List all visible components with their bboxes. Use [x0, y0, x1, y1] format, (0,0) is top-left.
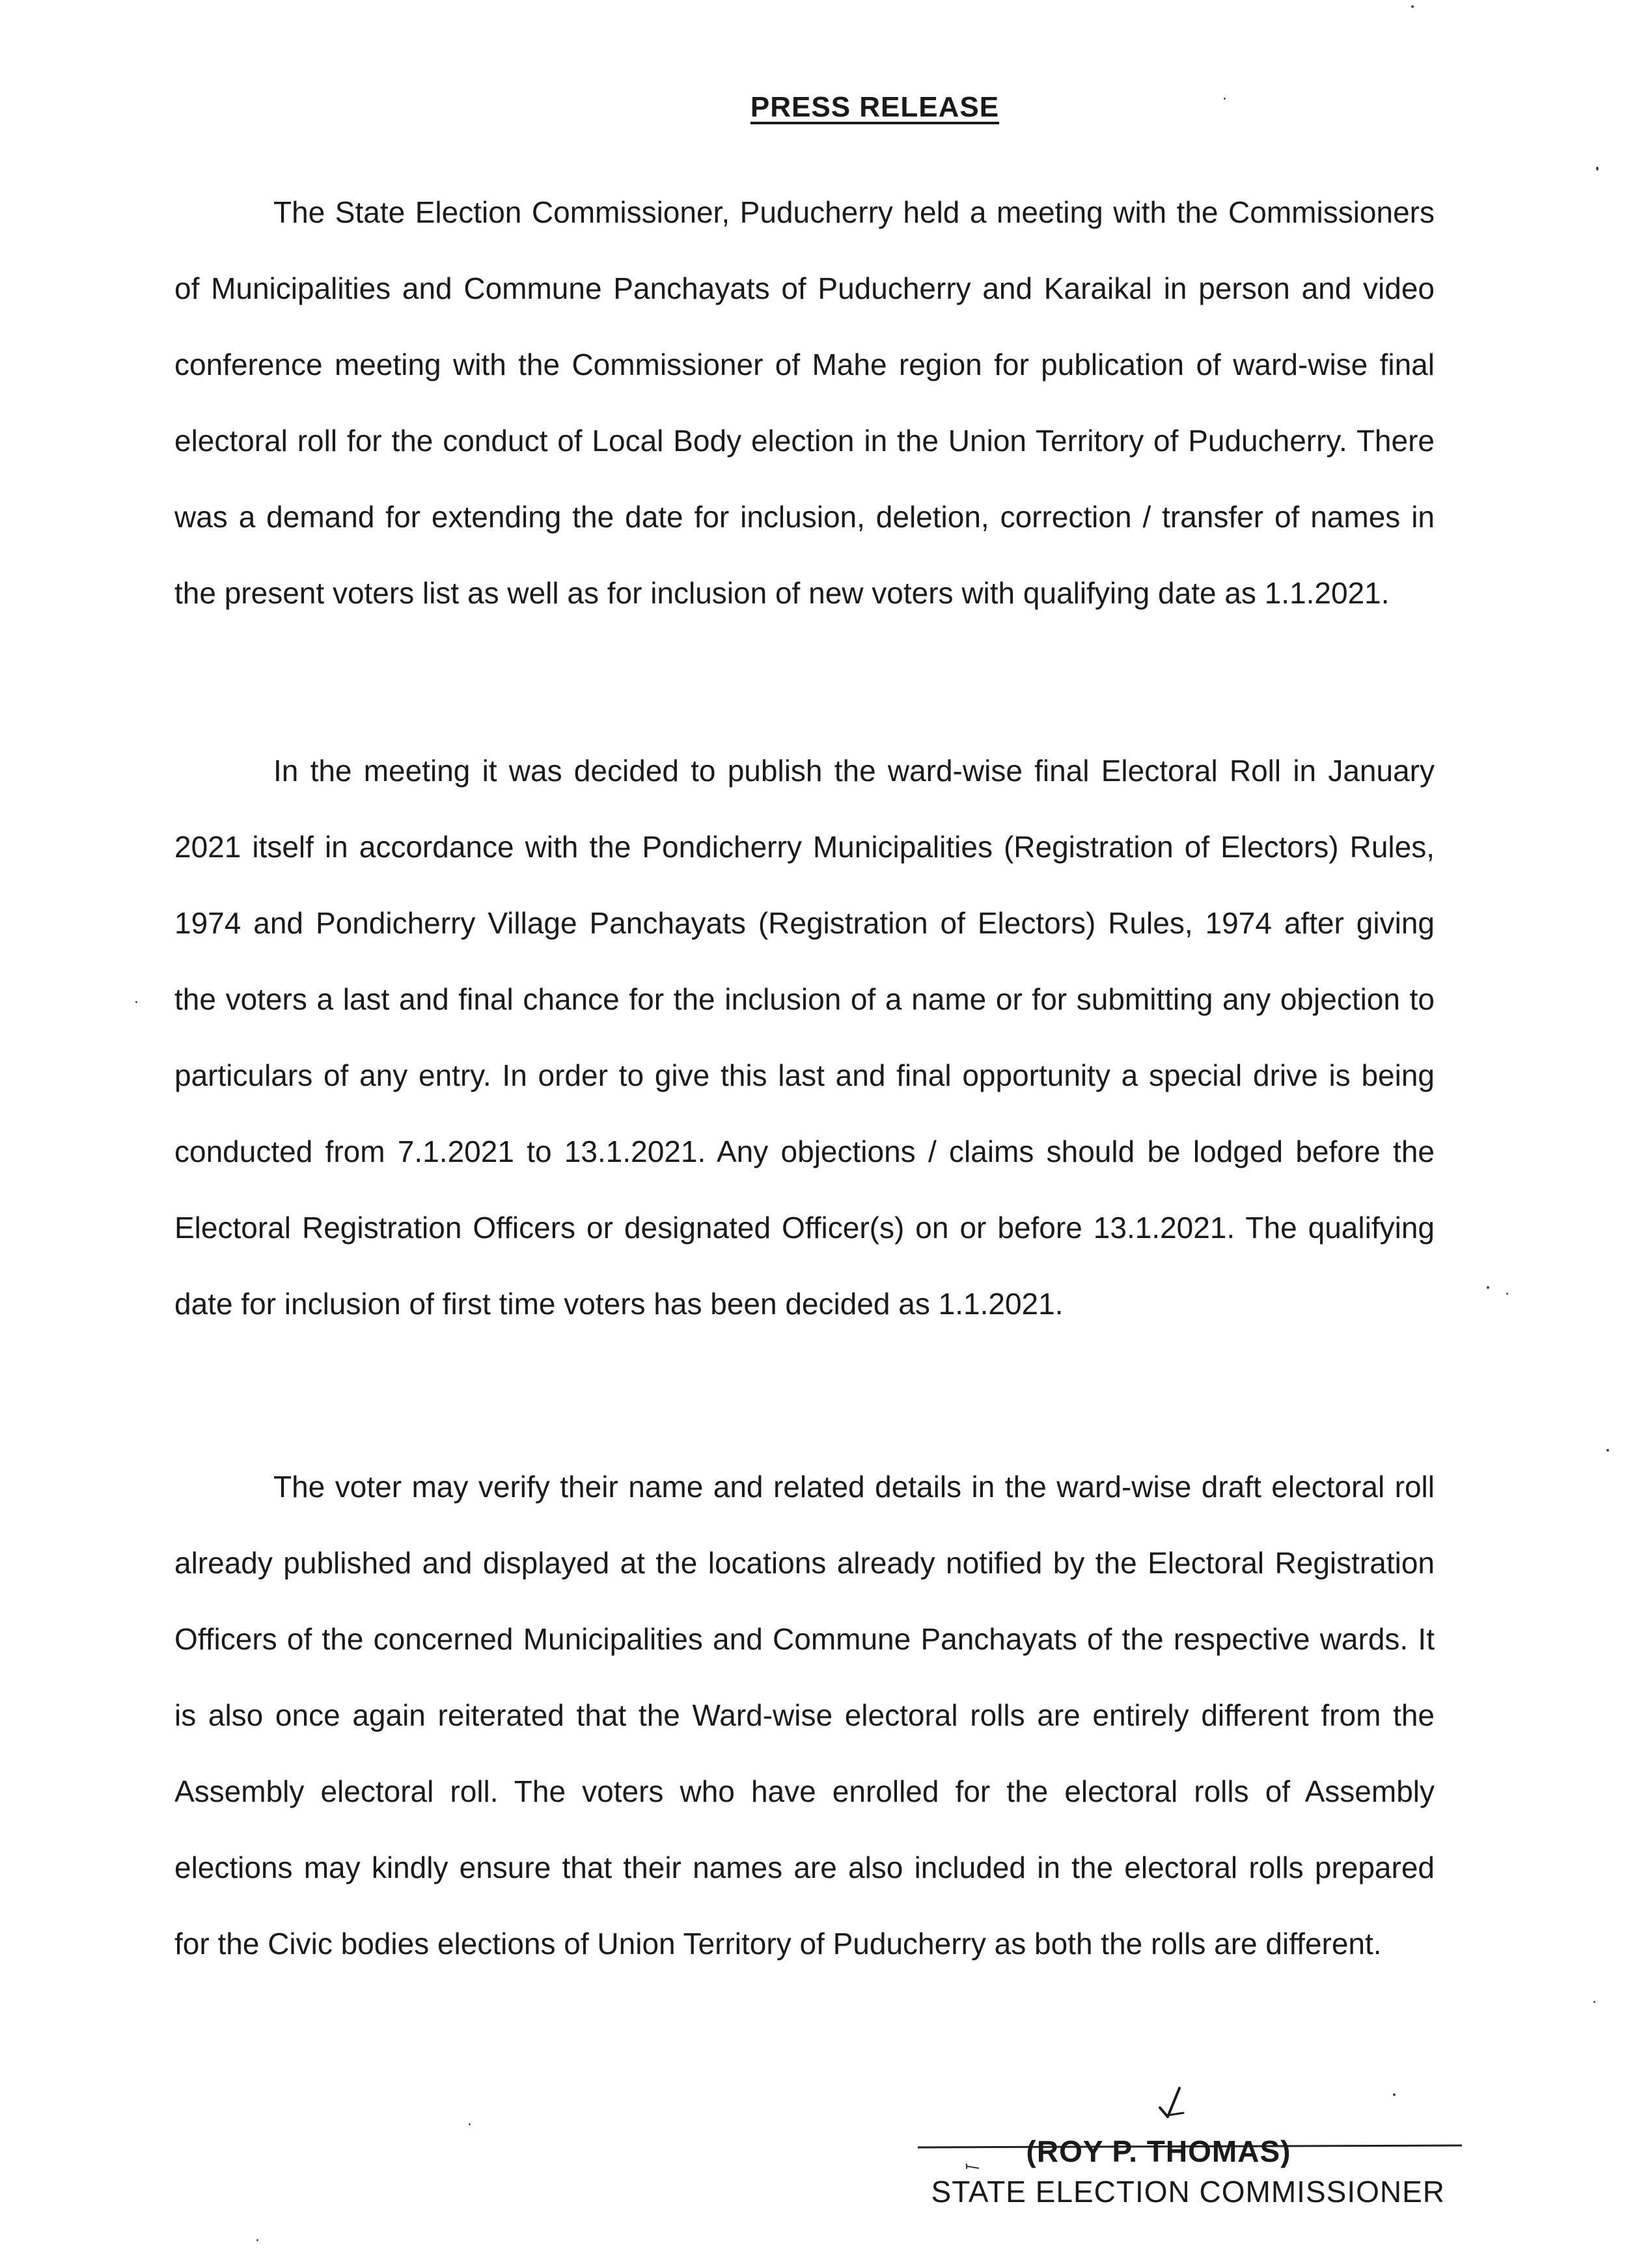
signatory-name: (ROY P. THOMAS): [1026, 2134, 1291, 2168]
paragraph-1: [174, 174, 1435, 631]
paragraph-3: [174, 1449, 1435, 1982]
paragraph-text: In the meeting it was decided to publish the ward-wise final Electoral Roll in January 2021 itself in accordance with the Pondicherry Municipalities (Registration of Electors) Rules, 1974 and Pondicherry Village Panchayats (Registration of Electors) Rules, 1974 after giving the voters a last and final chance for the inclusion of a name or for submitting any objection to particulars of any entry. In order to give this last and final opportunity a special drive is being conducted from 7.1.2021 to 13.1.2021. Any objections / claims should be lodged before the Electoral Registration Officers or designated Officer(s) on or before 13.1.2021. The qualifying date for inclusion of first time voters has been decided as 1.1.2021.: [174, 754, 1435, 1321]
scan-speck: [1596, 167, 1599, 171]
scan-speck: [1393, 2093, 1396, 2096]
signatory-designation: STATE ELECTION COMMISSIONER: [931, 2175, 1445, 2209]
paragraph-2: [174, 733, 1435, 1342]
scan-speck: [1411, 5, 1414, 8]
scan-speck: [1506, 1293, 1508, 1295]
paragraph-text: The voter may verify their name and related details in the ward-wise draft electoral roll already published and displayed at the locations already notified by the Electoral Registration Officers of the concerned Municipalities and Commune Panchayats of the respective wards. It is also once again reiterated that the Ward-wise electoral rolls are entirely different from the Assembly electoral roll. The voters who have enrolled for the electoral rolls of Assembly elections may kindly ensure that their names are also included in the electoral rolls prepared for the Civic bodies elections of Union Territory of Puducherry as both the rolls are different.: [174, 1470, 1435, 1961]
scan-speck: [469, 2123, 471, 2125]
scan-speck: [1224, 98, 1226, 100]
paragraph-text: The State Election Commissioner, Puducherry held a meeting with the Commissioners of Municipalities and Commune Panchayats of Puducherry and Karaikal in person and video conference meeting with the Commissioner of Mahe region for publication of ward-wise final electoral roll for the conduct of Local Body election in the Union Territory of Puducherry. There was a demand for extending the date for inclusion, deletion, correction / transfer of names in the present voters list as well as for inclusion of new voters with qualifying date as 1.1.2021.: [174, 195, 1435, 610]
scan-speck: [256, 2239, 258, 2241]
scan-speck: [135, 1001, 137, 1003]
document-title: PRESS RELEASE: [750, 91, 1000, 123]
scan-speck: [1606, 1449, 1609, 1452]
scan-speck: [1593, 2001, 1595, 2003]
scan-speck: [1487, 1286, 1489, 1289]
signature-mark: [1153, 2083, 1192, 2122]
